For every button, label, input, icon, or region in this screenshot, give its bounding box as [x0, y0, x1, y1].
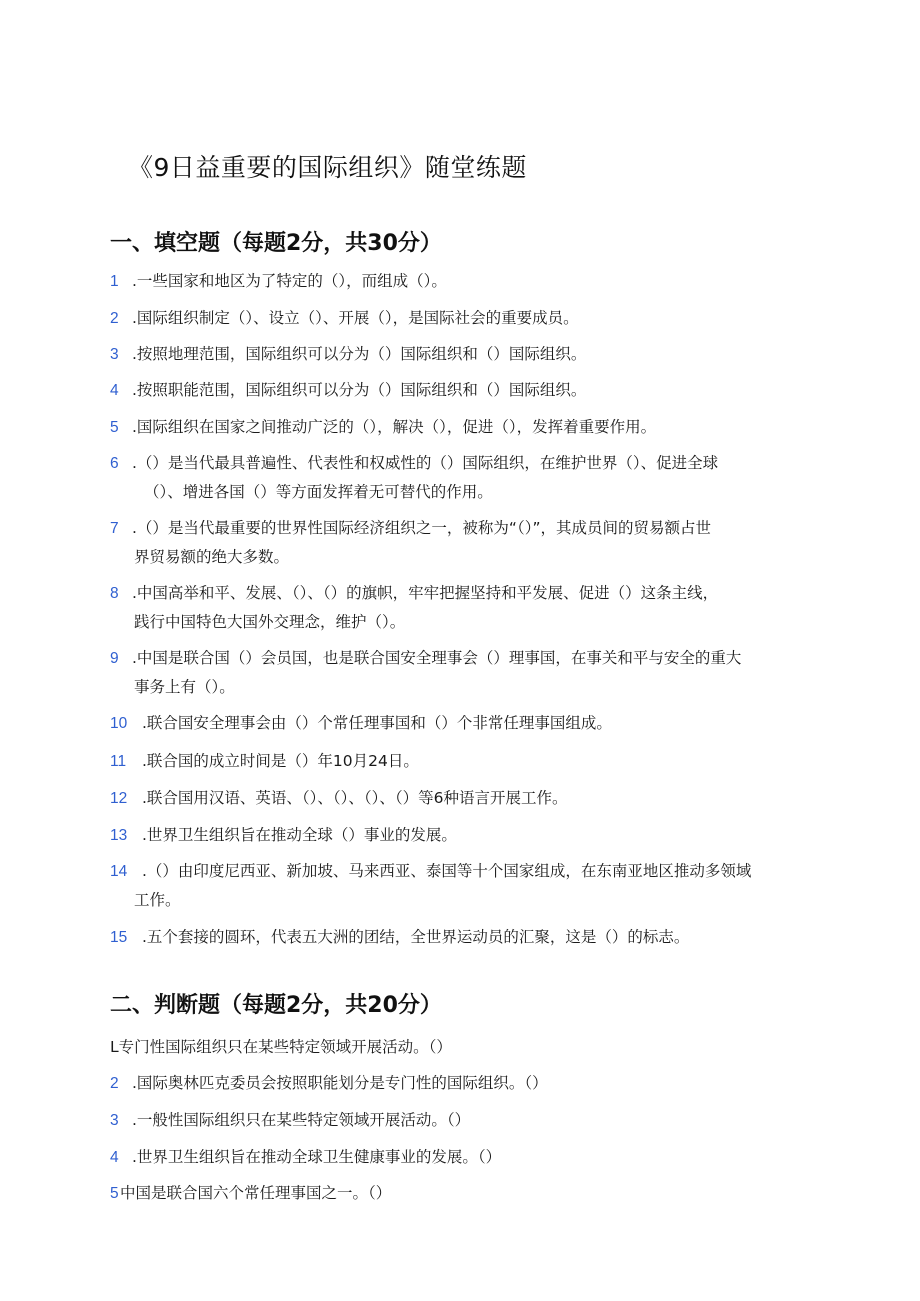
question-number: 2	[110, 310, 119, 327]
question-number: 6	[110, 455, 119, 472]
question-text: .一些国家和地区为了特定的（），而组成（）。	[132, 272, 447, 290]
fill-question-8	[110, 579, 810, 637]
fill-question-7	[110, 514, 810, 572]
tf-question-1	[110, 1033, 810, 1062]
question-text: .中国是联合国（）会员国，也是联合国安全理事会（）理事国，在事关和平与安全的重大	[132, 649, 742, 667]
question-text: .（）是当代最具普遍性、代表性和权威性的（）国际组织，在维护世界（）、促进全球	[132, 454, 719, 472]
question-text: .中国高举和平、发展、（）、（）的旗帜，牢牢把握坚持和平发展、促进（）这条主线，	[132, 584, 719, 602]
question-number: 7	[110, 520, 119, 537]
question-number: 5	[110, 1185, 119, 1202]
question-text: .国际组织制定（）、设立（）、开展（），是国际社会的重要成员。	[132, 309, 579, 327]
question-text: .世界卫生组织旨在推动全球卫生健康事业的发展。（）	[132, 1148, 502, 1166]
question-text: .国际组织在国家之间推动广泛的（），解决（），促进（），发挥着重要作用。	[132, 418, 657, 436]
question-text: .按照职能范围，国际组织可以分为（）国际组织和（）国际组织。	[132, 381, 587, 399]
fill-question-2	[110, 304, 810, 333]
document-title: 《9日益重要的国际组织》随堂练题	[128, 153, 527, 182]
fill-question-14	[110, 857, 810, 915]
fill-question-4	[110, 376, 810, 405]
fill-question-11	[110, 747, 810, 776]
question-number: 9	[110, 650, 119, 667]
question-number: 4	[110, 1149, 119, 1166]
question-text-continued: 界贸易额的绝大多数。	[134, 548, 290, 566]
question-text-continued: 工作。	[134, 891, 181, 909]
question-text-continued: 践行中国特色大国外交理念，维护（）。	[134, 613, 406, 631]
question-text: .世界卫生组织旨在推动全球（）事业的发展。	[142, 826, 457, 844]
tf-question-4	[110, 1143, 810, 1172]
tf-question-2	[110, 1069, 810, 1098]
question-text: .一般性国际组织只在某些特定领域开展活动。（）	[132, 1111, 471, 1129]
tf-question-3	[110, 1106, 810, 1135]
fill-question-3	[110, 340, 810, 369]
question-text: 中国是联合国六个常任理事国之一。（）	[120, 1184, 392, 1202]
question-number: 5	[110, 419, 119, 436]
question-text: L专门性国际组织只在某些特定领域开展活动。（）	[110, 1038, 452, 1056]
question-text: .国际奥林匹克委员会按照职能划分是专门性的国际组织。（）	[132, 1074, 548, 1092]
fill-question-1	[110, 267, 810, 296]
question-number: 1	[110, 273, 119, 290]
question-text-continued: （）、增进各国（）等方面发挥着无可替代的作用。	[144, 483, 493, 501]
question-number: 3	[110, 1112, 119, 1129]
tf-question-5	[110, 1179, 810, 1208]
question-text: .联合国的成立时间是（）年10月24日。	[142, 752, 419, 770]
question-text: .（）由印度尼西亚、新加坡、马来西亚、泰国等十个国家组成，在东南亚地区推动多领域	[142, 862, 752, 880]
question-number: 11	[110, 753, 127, 770]
question-number: 3	[110, 346, 119, 363]
question-number: 14	[110, 863, 128, 880]
fill-question-13	[110, 821, 810, 850]
question-text: .联合国安全理事会由（）个常任理事国和（）个非常任理事国组成。	[142, 714, 612, 732]
fill-question-12	[110, 784, 810, 813]
section-heading-true-false: 二、判断题（每题2分，共20分）	[110, 993, 442, 1018]
question-text: .联合国用汉语、英语、（）、（）、（）、（）等6种语言开展工作。	[142, 789, 568, 807]
question-text: .按照地理范围，国际组织可以分为（）国际组织和（）国际组织。	[132, 345, 587, 363]
question-number: 10	[110, 715, 128, 732]
question-number: 8	[110, 585, 119, 602]
section-heading-fill-in: 一、填空题（每题2分，共30分）	[110, 231, 442, 256]
fill-question-9	[110, 644, 810, 702]
question-number: 4	[110, 382, 119, 399]
question-text-continued: 事务上有（）。	[134, 678, 235, 696]
question-text: .五个套接的圆环，代表五大洲的团结，全世界运动员的汇聚，这是（）的标志。	[142, 928, 690, 946]
question-number: 2	[110, 1075, 119, 1092]
question-number: 13	[110, 827, 128, 844]
fill-question-5	[110, 413, 810, 442]
question-text: .（）是当代最重要的世界性国际经济组织之一，被称为“（）”，其成员间的贸易额占世	[132, 519, 711, 537]
question-number: 15	[110, 929, 128, 946]
question-number: 12	[110, 790, 128, 807]
fill-question-6	[110, 449, 810, 507]
fill-question-15	[110, 923, 810, 952]
fill-question-10	[110, 709, 810, 738]
